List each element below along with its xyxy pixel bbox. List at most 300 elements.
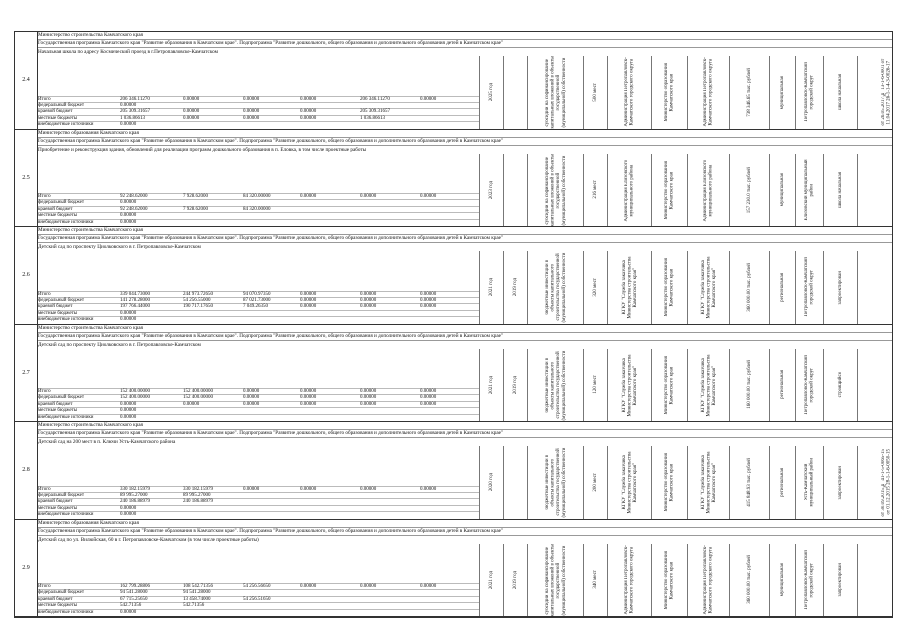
attribute-cell (503, 446, 528, 519)
attribute-cell (527, 349, 584, 422)
ministry-line: Министерство строительства Камчатского края (38, 422, 892, 430)
finance-value: 0.00000 (120, 317, 137, 323)
finance-row (38, 121, 480, 127)
attribute-cell (583, 251, 608, 324)
attribute-text: Администрация Петропавловск-Камчатского городского округа (624, 545, 635, 615)
finance-value: 542.71356 (183, 603, 205, 609)
attribute-cell (607, 251, 652, 324)
attribute-cell (687, 544, 730, 617)
finance-value: 94 541.28000 (120, 590, 148, 596)
object-block (15, 422, 892, 520)
finance-value: 205 309.31657 (360, 109, 390, 115)
attribute-text: региональная (780, 370, 786, 400)
finance-source: Итого (38, 291, 51, 297)
attribute-text: 2019 год (513, 278, 519, 297)
finance-source: федеральный бюджет (38, 492, 85, 498)
attribute-cell (795, 446, 824, 519)
attribute-text: Министерство образования Камчатского края (664, 258, 675, 317)
finance-value: 0.00000 (360, 584, 377, 589)
finance-value: 162 799.28806 (120, 584, 150, 589)
attribute-text: Усть-Камчатский муниципальный район (804, 457, 815, 507)
finance-value: 84 320.00000 (243, 194, 271, 199)
attribute-cell (583, 56, 608, 129)
attribute-cell (687, 349, 730, 422)
finance-source: краевой бюджет (38, 596, 73, 602)
attribute-cell (769, 251, 796, 324)
attribute-cell (503, 251, 528, 324)
finance-value: 0.00000 (243, 109, 260, 115)
finance-value: 0.00000 (120, 219, 137, 225)
ministry-line: Министерство образования Камчатского края (38, 520, 892, 528)
finance-source: местные бюджеты (38, 603, 78, 609)
finance-value: 0.00000 (120, 122, 137, 128)
finance-value: 0.00000 (243, 96, 260, 102)
finance-source: федеральный бюджет (38, 102, 85, 108)
attribute-text: Министерство образования Камчатского края (664, 550, 675, 609)
attribute-cell (823, 56, 858, 129)
attribute-text: бюджетные инвестиции в объекты капитального строительства государственной (муниципальной) собственности (544, 349, 567, 420)
finance-value: 67 715.25650 (120, 596, 148, 602)
attribute-text: КГКУ "Служба заказчика Министерства строительства Камчатского края" (621, 451, 638, 514)
attribute-text: Администрация Петропавловск-Камчатского городского округа (624, 57, 635, 127)
attribute-text: 2023 год (489, 180, 495, 199)
finance-value: 330 182.15979 (120, 486, 150, 492)
attribute-cell (527, 154, 584, 227)
attribute-text: 2019 год (513, 570, 519, 589)
attribute-cell (607, 544, 652, 617)
finance-value: 190 717.17650 (183, 304, 213, 310)
finance-value: 0.00000 (360, 291, 377, 297)
attribute-text: 738 346.65 тыс. рублей (747, 67, 753, 117)
finance-source: внебюджетные источники (38, 317, 94, 323)
program-line: Государственная программа Камчатского края "Развитие образования в Камчатском крае". Подпрограмма "Развитие дошкольного, общего образования и дополнительного образования детей в Камчатском крае" (38, 430, 892, 438)
finance-source: краевой бюджет (38, 401, 73, 407)
row-number: 2.4 (15, 32, 38, 129)
attribute-cell (823, 446, 858, 519)
attribute-text: запроектирован (838, 270, 844, 304)
ministry-line: Министерство строительства Камчатского края (38, 32, 892, 40)
attribute-cell (823, 544, 858, 617)
finance-value: 84 320.00000 (243, 206, 271, 212)
attribute-cell (857, 544, 905, 617)
finance-source: краевой бюджет (38, 206, 73, 212)
object-name: Детский сад на 200 мест в п. Ключи Усть-Камчатского района (38, 439, 176, 445)
finance-value: 0.00000 (420, 389, 437, 394)
finance-table (38, 486, 480, 518)
finance-source: внебюджетные источники (38, 414, 94, 420)
attribute-text: Елизовский муниципальный район (804, 159, 815, 221)
attribute-cell (583, 349, 608, 422)
finance-value: 13 458.74000 (183, 596, 211, 602)
finance-value: 0.00000 (420, 304, 437, 310)
attribute-text: 120 мест (593, 375, 599, 395)
attribute-cell (729, 446, 770, 519)
attribute-cell (823, 349, 858, 422)
finance-row (38, 219, 480, 225)
finance-value: 0.00000 (420, 584, 437, 589)
finance-value: 152 400.00000 (120, 395, 150, 401)
finance-value: 0.00000 (120, 213, 137, 219)
row-number: 2.5 (15, 130, 38, 227)
finance-value: 330 182.15979 (183, 486, 213, 492)
attribute-cell (607, 349, 652, 422)
finance-value: 0.00000 (243, 395, 260, 401)
object-name: Детский сад по ул. Вилюйская, 60 в г. Петропавловске-Камчатском (в том числе проектные работы) (38, 536, 259, 543)
attribute-text: субсидии на софинансирование капитальных вложений в объекты государственной (муниципальной) собственности (544, 56, 567, 129)
attribute-cell (795, 251, 824, 324)
attribute-text: 216 мест (593, 180, 599, 200)
attribute-text: Администрация Петропавловск-Камчатского городского округа (703, 545, 714, 615)
attribute-cell (729, 544, 770, 617)
attribute-text: КГКУ "Служба заказчика Министерства строительства Камчатского края" (621, 256, 638, 319)
finance-value: 54 256.56650 (243, 584, 271, 589)
finance-value: 0.00000 (183, 109, 200, 115)
attribute-cell (583, 154, 608, 227)
finance-value: 0.00000 (360, 486, 377, 492)
attribute-cell (823, 154, 858, 227)
finance-value: 0.00000 (120, 512, 137, 518)
attribute-text: 2021 год (489, 375, 495, 394)
attribute-cell (769, 349, 796, 422)
attribute-cell (527, 251, 584, 324)
finance-table (38, 291, 480, 323)
finance-value: 240 186.88979 (120, 499, 150, 505)
finance-value: 7 049.26350 (243, 304, 268, 310)
finance-value: 0.00000 (300, 297, 317, 303)
finance-value: 89 995.27000 (183, 492, 211, 498)
finance-value: 206 346.11270 (120, 96, 150, 102)
document-table (14, 31, 893, 618)
finance-value: 0.00000 (420, 96, 437, 102)
object-block (15, 227, 892, 325)
finance-value: 92 248.62000 (120, 206, 148, 212)
attribute-text: Министерство образования Камчатского края (664, 63, 675, 122)
finance-value: 0.00000 (120, 102, 137, 108)
program-line: Государственная программа Камчатского края "Развитие образования в Камчатском крае". Подпрограмма "Развитие дошкольного, общего образования и дополнительного образования детей в Камчатском крае" (38, 40, 892, 48)
finance-value: 94 541.28000 (183, 590, 211, 596)
finance-value: 108 542.71356 (183, 584, 213, 589)
finance-value: 92 248.62000 (120, 194, 148, 199)
row-number: 2.7 (15, 325, 38, 422)
finance-source: федеральный бюджет (38, 395, 85, 401)
attribute-text: Петропавловск-Камчатский городской округ (804, 62, 815, 122)
attribute-text: 2020 год (489, 473, 495, 492)
attribute-cell (857, 56, 905, 129)
finance-table (38, 583, 480, 615)
attribute-cell (503, 154, 528, 227)
finance-value: 0.00000 (360, 194, 377, 199)
attribute-text: школа начальная (838, 74, 844, 111)
attribute-cell (857, 251, 905, 324)
attribute-cell (503, 544, 528, 617)
finance-value: 0.00000 (120, 200, 137, 206)
attribute-text: 2025 год (489, 83, 495, 102)
attribute-text: 360 000.00 тыс. рублей (747, 555, 753, 605)
finance-source: Итого (38, 486, 51, 492)
finance-value: 141 278.28000 (120, 297, 150, 303)
object-name: Детский сад по проспекту Циолковского в г. Петропавловске-Камчатском (38, 244, 201, 250)
finance-value: 0.00000 (300, 194, 317, 199)
finance-source: местные бюджеты (38, 115, 78, 121)
finance-source: краевой бюджет (38, 499, 73, 505)
attribute-text: Администрация Елизовского муниципального района (703, 158, 714, 221)
attribute-cell (687, 446, 730, 519)
finance-source: внебюджетные источники (38, 122, 94, 128)
finance-value: 0.00000 (420, 395, 437, 401)
attribute-text: 157 230.0 тыс. рублей (747, 166, 753, 213)
object-block (15, 325, 892, 423)
attribute-text: запроектирован (838, 465, 844, 499)
object-block (15, 520, 892, 618)
attribute-text: 2019 год (513, 375, 519, 394)
attribute-cell (479, 154, 504, 227)
finance-value: 0.00000 (300, 291, 317, 297)
attribute-cell (795, 544, 824, 617)
attribute-text: Петропавловск-Камчатский городской округ (804, 355, 815, 415)
attribute-cell (607, 56, 652, 129)
finance-value: 0.00000 (420, 291, 437, 297)
object-name: Детский сад по проспекту Циолковского в г. Петропавловске-Камчатском (38, 341, 201, 348)
finance-row (38, 414, 480, 420)
attribute-text: субсидии на софинансирование капитальных вложений в объекты государственной (муниципальной) собственности (544, 153, 567, 226)
finance-source: местные бюджеты (38, 213, 78, 219)
attribute-cell (527, 446, 584, 519)
finance-value: 152 400.00000 (183, 395, 213, 401)
attribute-text: 2021 год (489, 278, 495, 297)
attribute-cell (479, 251, 504, 324)
attribute-cell (687, 56, 730, 129)
finance-table (38, 96, 480, 128)
attribute-text: субсидии на софинансирование капитальных вложений в объекты государственной (муниципальной) собственности (544, 543, 567, 616)
finance-value: 0.00000 (300, 389, 317, 394)
attribute-cell (479, 349, 504, 422)
attribute-text: Петропавловск-Камчатский городской округ (804, 550, 815, 610)
attribute-cell (479, 544, 504, 617)
attribute-text: Министерство образования Камчатского края (664, 160, 675, 219)
finance-source: краевой бюджет (38, 109, 73, 115)
object-block (15, 130, 892, 228)
finance-value: 1 036.86613 (120, 115, 145, 121)
attribute-cell (769, 446, 796, 519)
finance-table (38, 388, 480, 420)
attribute-text: КГКУ "Служба заказчика Министерства строительства Камчатского края" (621, 353, 638, 416)
attribute-cell (769, 56, 796, 129)
finance-value: 205 309.31657 (120, 109, 150, 115)
finance-value: 7 928.62000 (183, 194, 208, 199)
attribute-text: 200 мест (593, 472, 599, 492)
attribute-text: Министерство образования Камчатского края (664, 355, 675, 414)
attribute-text: Администрация Елизовского муниципального района (624, 158, 635, 221)
finance-table (38, 193, 480, 225)
finance-value: 0.00000 (243, 389, 260, 394)
finance-value: 0.00000 (300, 395, 317, 401)
attribute-text: бюджетные инвестиции в объекты капитального строительства государственной (муниципальной) собственности (544, 252, 567, 323)
finance-value: 0.00000 (300, 401, 317, 407)
finance-value: 0.00000 (243, 401, 260, 407)
finance-value: 0.00000 (300, 115, 317, 121)
attribute-cell (857, 154, 905, 227)
finance-value: 0.00000 (360, 401, 377, 407)
finance-value: 0.00000 (120, 609, 137, 615)
program-line: Государственная программа Камчатского края "Развитие образования в Камчатском крае". Подпрограмма "Развитие дошкольного, общего образования и дополнительного образования детей в Камчатском крае" (38, 528, 892, 536)
finance-value: 89 995.27000 (120, 492, 148, 498)
finance-source: Итого (38, 389, 51, 394)
finance-value: 0.00000 (243, 486, 260, 492)
attribute-cell (503, 56, 528, 129)
finance-value: 0.00000 (360, 395, 377, 401)
attribute-cell (651, 56, 688, 129)
attribute-cell (795, 56, 824, 129)
attribute-text: 415 848.93 тыс. рублей (747, 457, 753, 507)
finance-value: 240 186.88979 (183, 499, 213, 505)
finance-value: 339 044.73000 (120, 291, 150, 297)
attribute-cell (479, 56, 504, 129)
attribute-cell (651, 154, 688, 227)
ministry-line: Министерство строительства Камчатского края (38, 227, 892, 235)
attribute-cell (503, 349, 528, 422)
ministry-line: Министерство образования Камчатского края (38, 130, 892, 138)
finance-value: 0.00000 (183, 115, 200, 121)
finance-value: 0.00000 (120, 408, 137, 414)
attribute-text: бюджетные инвестиции в объекты капитального строительства государственной (муниципальной) собственности (544, 447, 567, 518)
attribute-cell (769, 544, 796, 617)
finance-value: 0.00000 (120, 310, 137, 316)
finance-value: 0.00000 (120, 414, 137, 420)
finance-source: краевой бюджет (38, 304, 73, 310)
finance-value: 0.00000 (420, 486, 437, 492)
attribute-cell (651, 251, 688, 324)
finance-value: 0.00000 (360, 297, 377, 303)
finance-source: федеральный бюджет (38, 297, 85, 303)
attribute-text: муниципальная (780, 173, 786, 207)
attribute-text: муниципальная (780, 563, 786, 597)
attribute-text: школа начальная (838, 171, 844, 208)
attribute-cell (687, 251, 730, 324)
object-name: Приобретение и реконструкция здания, обновлений для реализации программ дошкольного образования в п. Еловка, в том числе проектные работы (38, 146, 367, 153)
attribute-cell (527, 56, 584, 129)
finance-value: 0.00000 (420, 401, 437, 407)
finance-value: 0.00000 (183, 96, 200, 102)
attribute-cell (729, 349, 770, 422)
row-number: 2.6 (15, 227, 38, 324)
attribute-text: региональная (780, 467, 786, 497)
attribute-text: строящийся (838, 372, 844, 398)
attribute-cell (857, 349, 905, 422)
finance-value: 0.00000 (183, 401, 200, 407)
finance-row (38, 511, 480, 517)
row-number: 2.8 (15, 422, 38, 519)
finance-source: федеральный бюджет (38, 590, 85, 596)
finance-source: внебюджетные источники (38, 512, 94, 518)
attribute-text: муниципальная (780, 75, 786, 109)
finance-source: внебюджетные источники (38, 609, 94, 615)
attribute-text: запроектирован (838, 563, 844, 597)
attribute-text: КГКУ "Служба заказчика Министерства строительства Камчатского края" (700, 451, 717, 514)
finance-source: внебюджетные источники (38, 219, 94, 225)
finance-value: 0.00000 (360, 304, 377, 310)
finance-source: Итого (38, 194, 51, 199)
program-line: Государственная программа Камчатского края "Развитие образования в Камчатском крае". Подпрограмма "Развитие дошкольного, общего образования и дополнительного образования детей в Камчатском крае" (38, 138, 892, 146)
finance-value: 0.00000 (243, 115, 260, 121)
finance-value: 0.00000 (300, 486, 317, 492)
attribute-text: 160 000.00 тыс. рублей (747, 360, 753, 410)
finance-value: 0.00000 (420, 297, 437, 303)
attribute-cell (857, 446, 905, 519)
finance-value: 152 400.00000 (120, 389, 150, 394)
finance-value: 0.00000 (120, 401, 137, 407)
attribute-cell (651, 544, 688, 617)
attribute-cell (527, 544, 584, 617)
attribute-cell (583, 544, 608, 617)
finance-value: 0.00000 (420, 194, 437, 199)
attribute-cell (729, 251, 770, 324)
attribute-text: региональная (780, 272, 786, 302)
finance-value: 54 256.51650 (243, 596, 271, 602)
attribute-text: 340 мест (593, 570, 599, 590)
finance-source: местные бюджеты (38, 408, 78, 414)
finance-value: 0.00000 (300, 304, 317, 310)
finance-value: 244 973.72650 (183, 291, 213, 297)
attribute-text: 2021 год (489, 570, 495, 589)
attribute-cell (729, 56, 770, 129)
attribute-cell (607, 154, 652, 227)
attribute-text: Администрация Петропавловск-Камчатского городского округа (703, 57, 714, 127)
attribute-text: от 30.09.2015 № 41-1-5-0065-15 от 01.12.2015 28-1-1-6-0050-15 (880, 448, 892, 517)
attribute-text: 360 000.00 тыс. рублей (747, 262, 753, 312)
attribute-cell (729, 154, 770, 227)
finance-source: Итого (38, 584, 51, 589)
finance-row (38, 316, 480, 322)
row-number: 2.9 (15, 520, 38, 617)
finance-value: 0.00000 (120, 505, 137, 511)
program-line: Государственная программа Камчатского края "Развитие образования в Камчатском крае". Подпрограмма "Развитие дошкольного, общего образования и дополнительного образования детей в Камчатском крае" (38, 333, 892, 341)
attribute-text: 500 мест (593, 82, 599, 102)
ministry-line: Министерство строительства Камчатского края (38, 325, 892, 333)
attribute-cell (583, 446, 608, 519)
attribute-text: от 26.05.2017 № 13-1-6-0001 от 11.04.2017 26-1-1-4-3-0026-17 (880, 58, 892, 126)
finance-value: 94 070.97350 (243, 291, 271, 297)
attribute-cell (687, 154, 730, 227)
finance-value: 206 346.11270 (360, 96, 390, 102)
program-line: Государственная программа Камчатского края "Развитие образования в Камчатском крае". Подпрограмма "Развитие дошкольного, общего образования и дополнительного образования детей в Камчатском крае" (38, 235, 892, 243)
finance-value: 54 256.55000 (183, 297, 211, 303)
attribute-text: Петропавловск-Камчатский городской округ (804, 257, 815, 317)
attribute-cell (795, 349, 824, 422)
finance-value: 152 400.00000 (183, 389, 213, 394)
finance-value: 0.00000 (300, 109, 317, 115)
finance-value: 197 766.44000 (120, 304, 150, 310)
finance-row (38, 609, 480, 615)
attribute-text: КГКУ "Служба заказчика Министерства строительства Камчатского края" (700, 353, 717, 416)
finance-source: Итого (38, 96, 51, 102)
finance-source: федеральный бюджет (38, 200, 85, 206)
finance-value: 1 036.86613 (360, 115, 385, 121)
finance-source: местные бюджеты (38, 310, 78, 316)
finance-value: 0.00000 (300, 584, 317, 589)
finance-value: 87 021.73000 (243, 297, 271, 303)
object-name: Начальная школа по адресу Космический проезд в г.Петропавловске-Камчатском (38, 49, 218, 55)
finance-value: 542.71356 (120, 603, 142, 609)
finance-source: местные бюджеты (38, 505, 78, 511)
attribute-cell (479, 446, 504, 519)
object-block (15, 32, 892, 130)
attribute-cell (823, 251, 858, 324)
finance-value: 0.00000 (360, 389, 377, 394)
attribute-text: 320 мест (593, 277, 599, 297)
finance-value: 7 928.62000 (183, 206, 208, 212)
attribute-text: Министерство образования Камчатского края (664, 453, 675, 512)
finance-value: 0.00000 (300, 96, 317, 102)
